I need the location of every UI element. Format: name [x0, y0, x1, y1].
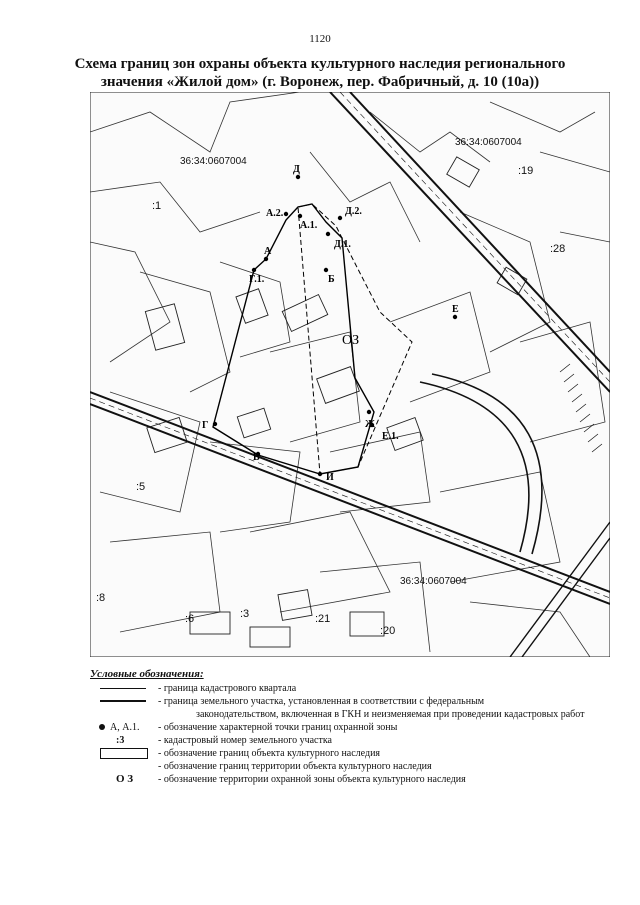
label-point-b: Б	[328, 274, 335, 285]
legend-symbol-thin-line	[90, 682, 156, 695]
parcel-number-6: :6	[185, 613, 195, 625]
map-legend	[90, 668, 610, 786]
point-d2	[338, 216, 342, 220]
parcel-number-21: :21	[315, 613, 331, 625]
point-d1	[326, 232, 330, 236]
point-zh	[367, 410, 371, 414]
legend-text: - граница земельного участка, установленная в соответствии с федеральным	[158, 696, 485, 707]
point-a2	[284, 212, 288, 216]
legend-text: - обозначение границ объекта культурного наследия	[158, 748, 381, 759]
point-e	[453, 315, 457, 319]
title-line-1: Схема границ зон охраны объекта культурного наследия регионального	[74, 56, 566, 72]
point-d	[296, 175, 300, 179]
point-b	[324, 268, 328, 272]
legend-point-label: А, А.1.	[110, 722, 140, 733]
parcel-number-1: :1	[152, 200, 162, 212]
legend-text: - обозначение характерной точки границ охранной зоны	[158, 722, 398, 733]
title-line-2: значения «Жилой дом» (г. Воронеж, пер. Фабричный, д. 10 (10а))	[100, 74, 540, 90]
legend-text: - граница кадастрового квартала	[158, 683, 297, 694]
label-point-e: Е	[452, 304, 459, 315]
label-point-d2: Д.2.	[345, 206, 362, 217]
legend-symbol-zone	[90, 773, 156, 786]
legend-row-cadastral	[90, 734, 610, 747]
legend-title: Условные обозначения:	[90, 668, 204, 680]
legend-symbol-thick-line	[90, 695, 156, 708]
label-point-g: Г	[202, 420, 209, 431]
legend-text: - обозначение границ территории объекта культурного наследия	[158, 761, 432, 772]
legend-row-point	[90, 721, 610, 734]
legend-symbol-empty	[90, 760, 156, 773]
label-point-a2: А.2.	[266, 208, 284, 219]
legend-row-heritage-territory	[90, 760, 610, 773]
label-point-e1: Е.1.	[382, 431, 399, 442]
point-i	[318, 472, 322, 476]
parcel-number-28: :28	[550, 243, 566, 255]
cadastral-number-nw: 36:34:0607004	[180, 156, 247, 167]
point-a	[264, 257, 268, 261]
legend-text-continuation: законодательством, включенная в ГКН и неизменяемая при проведении кадастровых работ	[196, 709, 585, 720]
legend-cadastral-sample: :3	[116, 735, 125, 746]
label-point-i: И	[326, 472, 334, 483]
label-point-a: А	[264, 246, 272, 257]
legend-symbol-point	[90, 721, 156, 734]
legend-row-parcel-boundary-cont	[90, 708, 610, 721]
cadastral-number-s: 36:34:0607004	[400, 576, 467, 587]
cadastral-map	[90, 92, 610, 657]
label-point-g1: Г.1.	[249, 274, 265, 285]
zone-label: ОЗ	[342, 333, 360, 348]
legend-row-quarter-boundary	[90, 682, 610, 695]
legend-row-protection-zone	[90, 773, 610, 786]
legend-row-heritage-object	[90, 747, 610, 760]
cadastral-number-ne: 36:34:0607004	[455, 137, 522, 148]
label-point-zh: Ж	[365, 419, 375, 430]
parcel-number-5: :5	[136, 481, 146, 493]
point-g	[213, 422, 217, 426]
label-point-d: Д	[293, 164, 300, 175]
parcel-number-8: :8	[96, 592, 106, 604]
label-point-v: В	[253, 452, 260, 463]
point-a1	[298, 214, 302, 218]
legend-symbol-cadastral	[90, 734, 156, 747]
label-point-d1: Д.1.	[334, 239, 351, 250]
parcel-number-3: :3	[240, 608, 250, 620]
page-number: 1120	[309, 33, 331, 45]
point-icon	[99, 724, 105, 730]
legend-symbol-box	[90, 747, 156, 760]
parcel-number-20: :20	[380, 625, 396, 637]
point-g1	[252, 268, 256, 272]
legend-text: - кадастровый номер земельного участка	[158, 735, 332, 746]
label-point-a1: А.1.	[300, 220, 318, 231]
parcel-number-19: :19	[518, 165, 534, 177]
legend-row-parcel-boundary	[90, 695, 610, 708]
map-drawing	[90, 92, 610, 657]
legend-zone-sample: О З	[116, 773, 134, 785]
legend-text: - обозначение территории охранной зоны объекта культурного наследия	[158, 774, 466, 785]
page-title	[70, 55, 570, 91]
